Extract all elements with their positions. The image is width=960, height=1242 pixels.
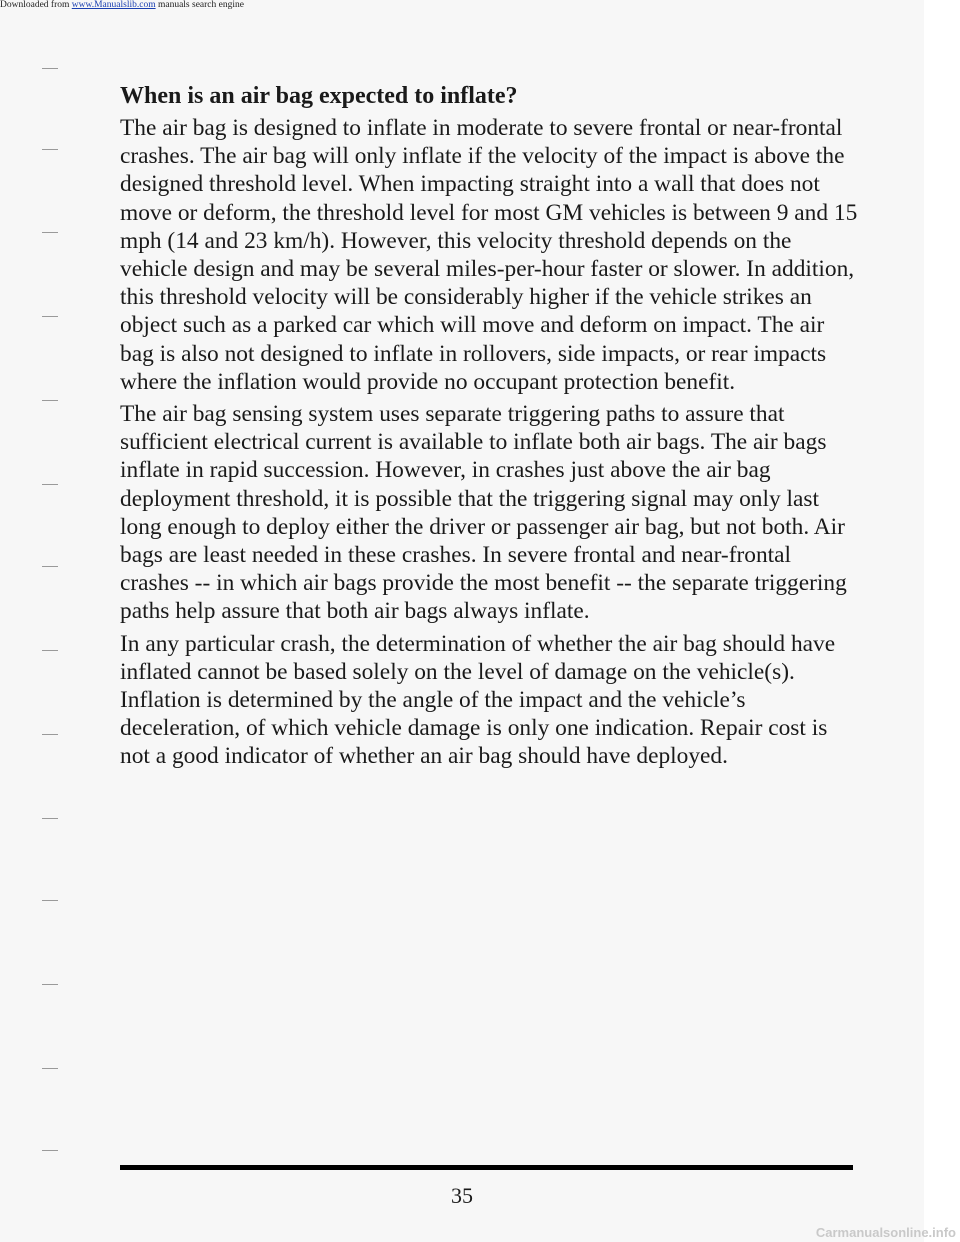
paragraph-sensing-system: The air bag sensing system uses separate triggering paths to assure that sufficient electrical current is available to inflate both air bags. The air bags inflate in rapid succession. However, in crashes just above the air bag deployment threshold, it is possible that the triggering signal may only last long enough to deploy either the driver or passenger air bag, but not both. Air bags are least needed in these crashes. In severe frontal and near-frontal crashes -- in which air bags provide the most benefit -- the separate triggering paths help assure that both air bags always inflate. — [120, 401, 847, 625]
margin-tick — [42, 232, 58, 233]
page-right-margin — [924, 0, 960, 1242]
margin-tick — [42, 650, 58, 651]
page-number: 35 — [451, 1183, 473, 1208]
footer-rule — [120, 1165, 853, 1170]
margin-tick — [42, 484, 58, 485]
margin-tick — [42, 149, 58, 150]
carmanualsonline-watermark: Carmanualsonline.info — [815, 1225, 956, 1240]
margin-tick — [42, 984, 58, 985]
margin-tick — [42, 68, 58, 69]
margin-tick — [42, 1068, 58, 1069]
margin-tick — [42, 900, 58, 901]
watermark-suffix: manuals search engine — [155, 0, 244, 10]
margin-tick — [42, 1150, 58, 1151]
download-watermark — [0, 0, 244, 11]
margin-tick — [42, 400, 58, 401]
margin-tick-marks — [42, 0, 62, 1242]
watermark-prefix: Downloaded from — [0, 0, 72, 10]
section-heading: When is an air bag expected to inflate? — [120, 83, 518, 109]
margin-tick — [42, 734, 58, 735]
margin-tick — [42, 316, 58, 317]
margin-tick — [42, 818, 58, 819]
paragraph-threshold: The air bag is designed to inflate in moderate to severe frontal or near-frontal crashes. The air bag will only inflate if the velocity of the impact is above the designed threshold level. When impacting straight into a wall that does not move or deform, the threshold level for most GM vehicles is between 9 and 15 mph (14 and 23 km/h). However, this velocity threshold depends on the vehicle design and may be several miles-per-hour faster or slower. In addition, this threshold velocity will be considerably higher if the vehicle strikes an object such as a parked car which will move and deform on impact. The air bag is also not designed to inflate in rollovers, side impacts, or rear impacts where the inflation would provide no occupant protection benefit. — [120, 115, 858, 395]
manualslib-link[interactable]: www.Manualslib.com — [71, 0, 156, 10]
paragraph-damage-determination: In any particular crash, the determination of whether the air bag should have inflated cannot be based solely on the level of damage on the vehicle(s). Inflation is determined by the angle of the impact and the vehicle’s deceleration, of which vehicle damage is only one indication. Repair cost is not a good indicator of whether an air bag should have deployed. — [120, 630, 836, 770]
section-content — [120, 81, 858, 775]
margin-tick — [42, 566, 58, 567]
